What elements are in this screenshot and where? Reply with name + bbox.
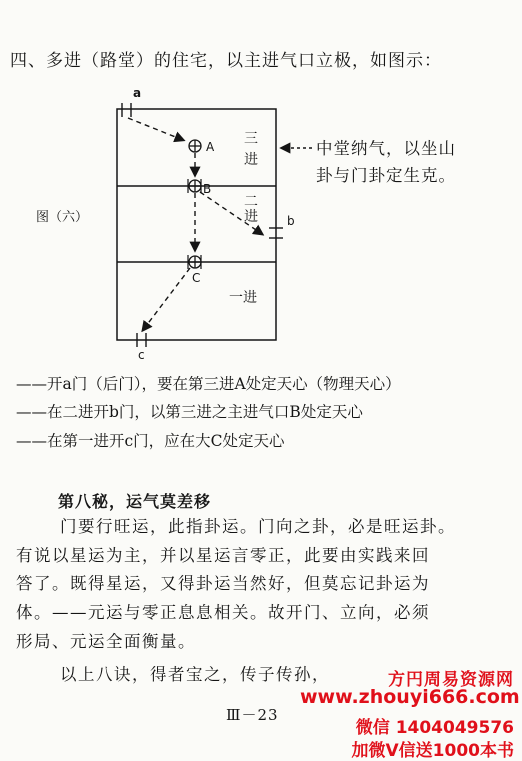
door-label-c: c: [138, 348, 145, 362]
watermark-wechat: 微信 1404049576: [355, 718, 514, 738]
house-floorplan-diagram: [0, 0, 522, 370]
paragraph-line-1: 门要行旺运，此指卦运。门向之卦，必是旺运卦。: [60, 517, 456, 536]
point-a-circle: [189, 140, 201, 152]
point-label-B: B: [203, 182, 212, 196]
section-third-char1: 三: [244, 131, 258, 147]
figure-label: 图（六）: [36, 210, 89, 225]
paragraph-line-5: 形局、元运全面衡量。: [16, 632, 196, 651]
explanation-line-b: ——在二进开b门，以第三进之主进气口B处定天心: [16, 403, 363, 421]
arrow-a-to-A: [128, 118, 183, 140]
section-first-label: 一进: [229, 290, 257, 306]
watermark-url: www.zhouyi666.com: [300, 686, 520, 708]
paragraph-line-2: 有说以星运为主，并以星运言零正，此要由实践来回: [16, 546, 430, 565]
section-title: 第八秘，运气莫差移: [58, 492, 212, 511]
page-number: Ⅲ－23: [226, 706, 279, 724]
watermark-site-name: 方円周易资源网: [388, 670, 514, 690]
point-c-circle: [189, 256, 201, 268]
section-heading: 四、多进（路堂）的住宅，以主进气口立极，如图示：: [10, 51, 442, 71]
point-label-A: A: [206, 140, 215, 154]
section-second-char1: 二: [244, 194, 258, 210]
section-third-char2: 进: [244, 152, 258, 168]
door-label-a: a: [133, 86, 142, 100]
paragraph-line-3: 答了。既得星运，又得卦运当然好，但莫忘记卦运为: [16, 574, 430, 593]
explanation-line-a: ——开a门（后门），要在第三进A处定天心（物理天心）: [16, 375, 401, 393]
annotation-line-2: 卦与门卦定生克。: [316, 166, 456, 185]
explanation-line-c: ——在第一进开c门，应在大C处定天心: [16, 432, 285, 450]
door-a-mark: [122, 103, 131, 117]
point-b-circle: [189, 180, 201, 192]
door-label-b: b: [287, 214, 295, 228]
paragraph-line-4: 体。——元运与零正息息相关。故开门、立向，必须: [16, 603, 430, 622]
section-second-char2: 进: [244, 209, 258, 225]
watermark-promo: 加微V信送1000本书: [351, 741, 514, 761]
paragraph-line-6: 以上八诀，得者宝之，传子传孙，: [60, 665, 330, 684]
point-label-C: C: [192, 271, 201, 285]
arrow-C-to-c: [143, 268, 190, 330]
annotation-line-1: 中堂纳气，以坐山: [316, 139, 456, 158]
